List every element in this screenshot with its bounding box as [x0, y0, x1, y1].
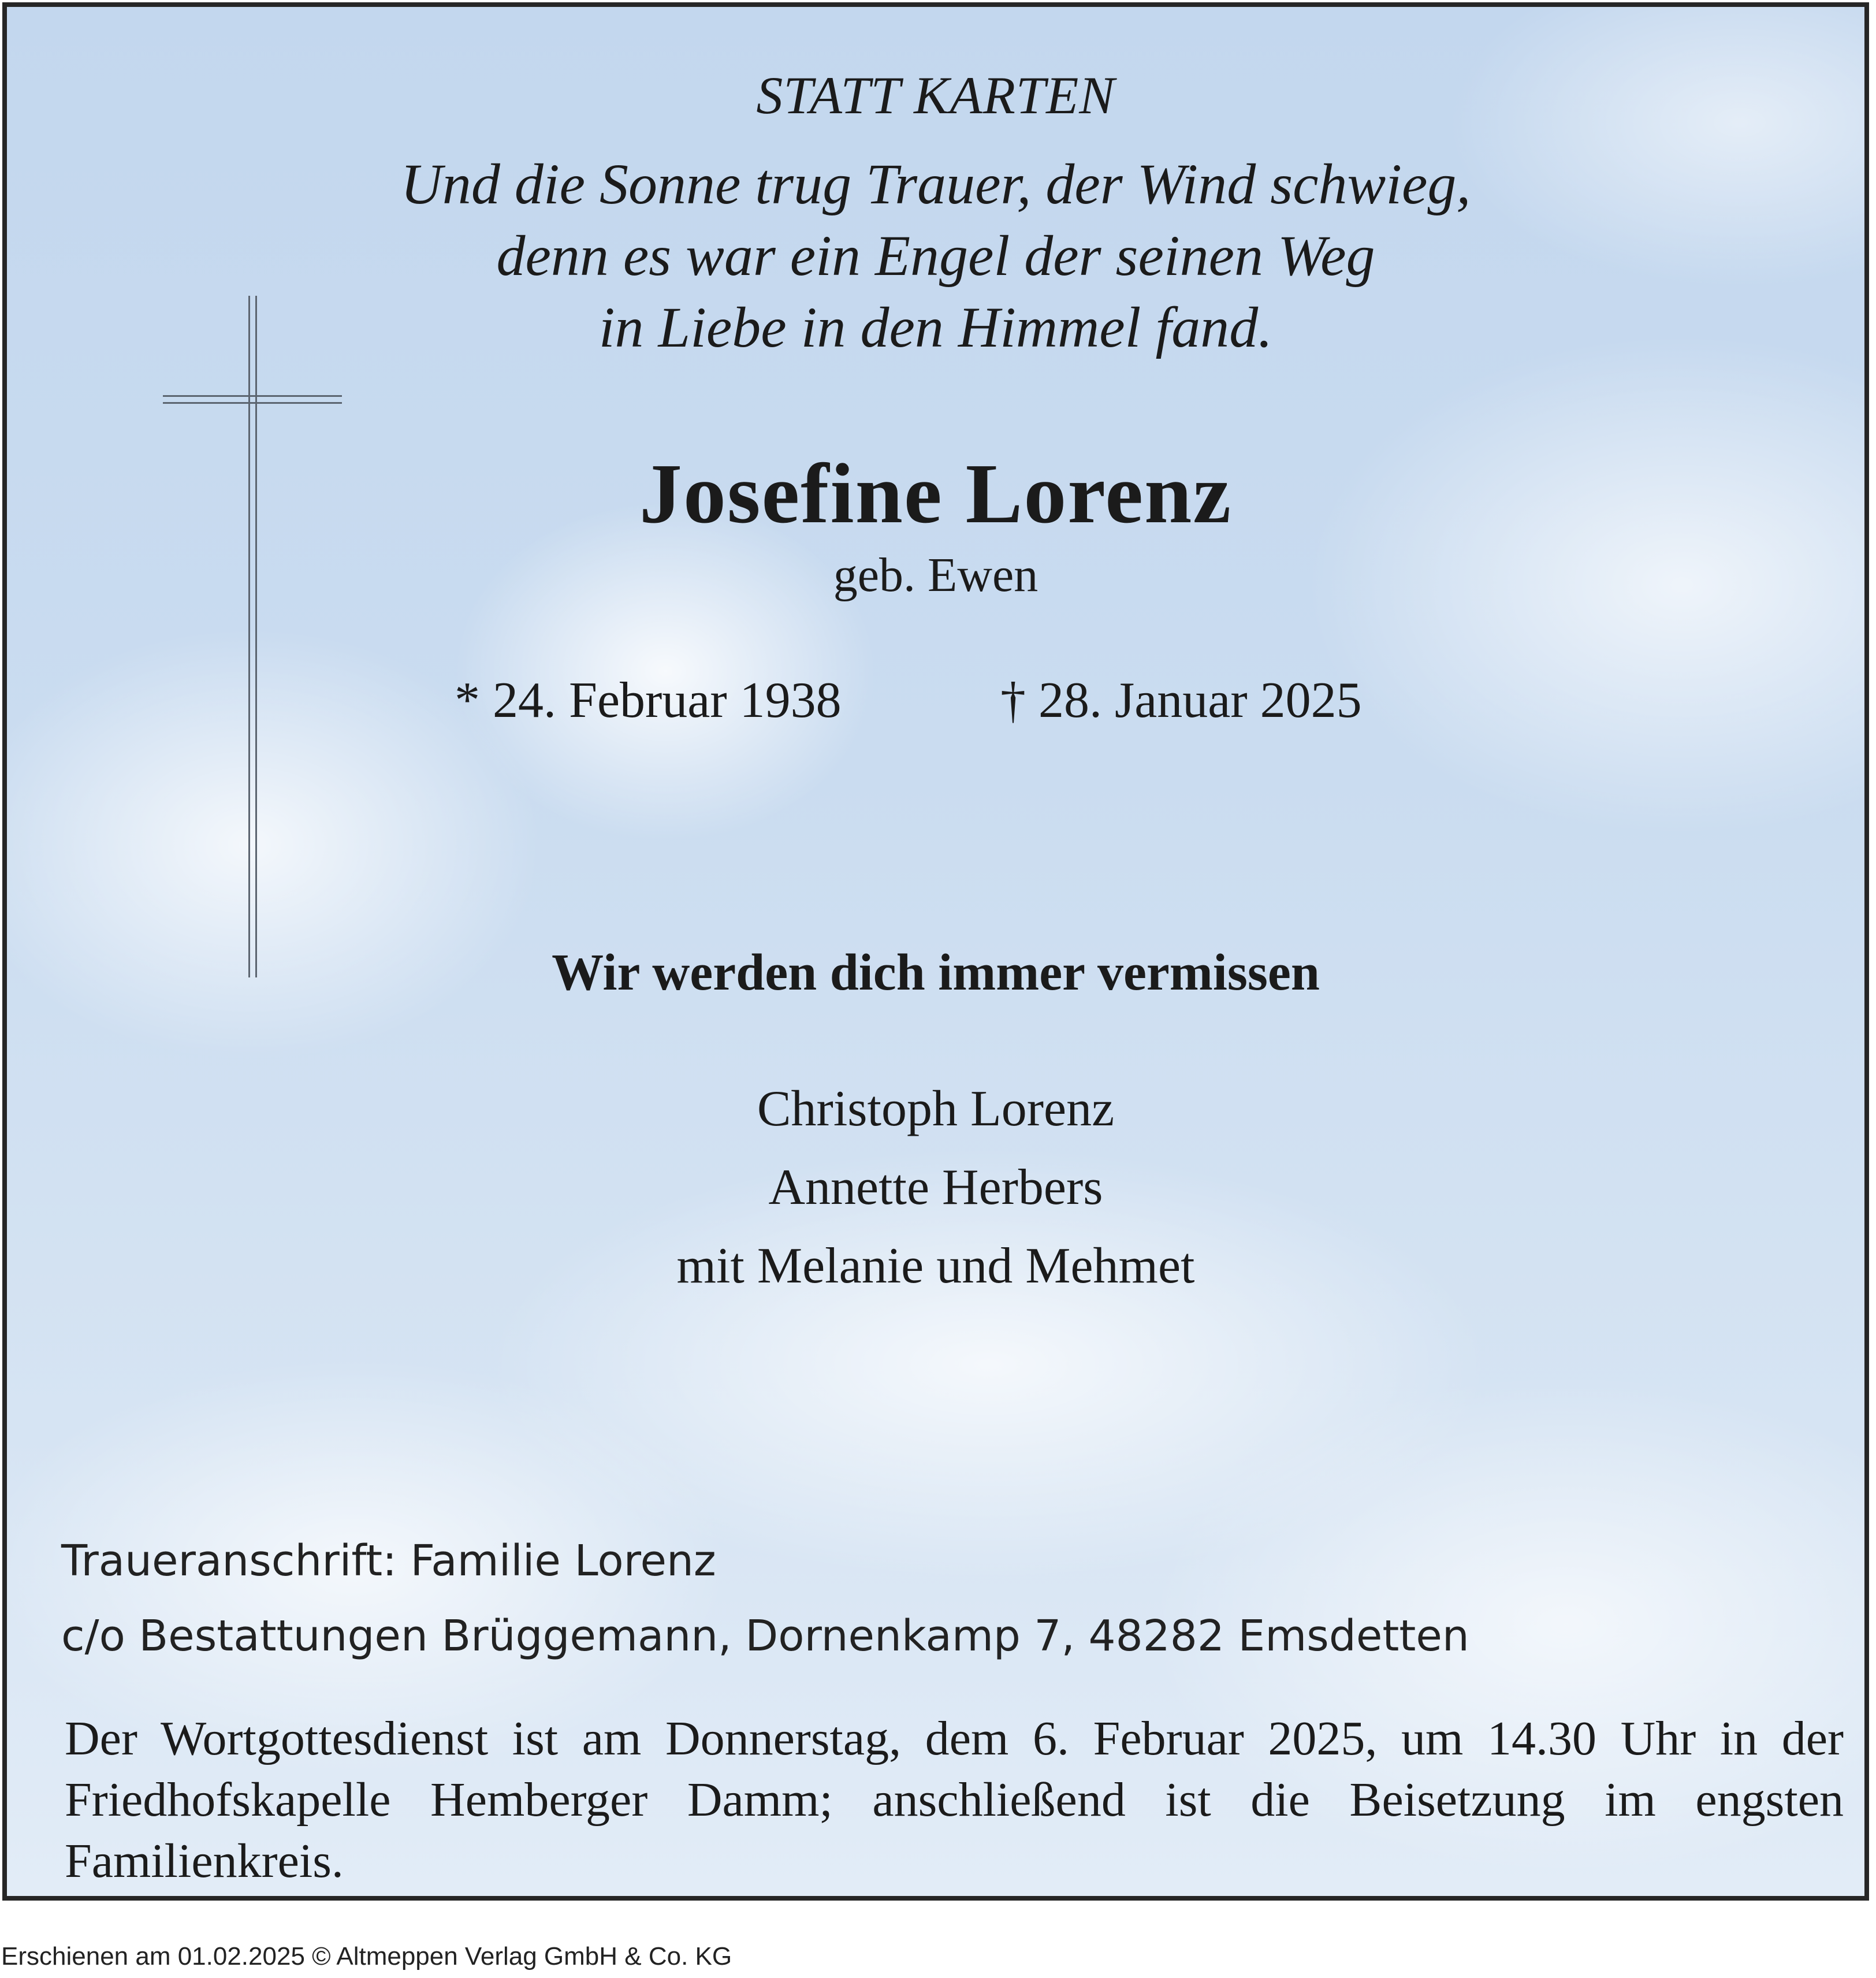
- poem-line: in Liebe in den Himmel fand.: [598, 295, 1273, 359]
- mourner-name: Annette Herbers: [768, 1159, 1103, 1215]
- mourning-address: [61, 1523, 1469, 1674]
- poem-line: denn es war ein Engel der seinen Weg: [496, 224, 1375, 288]
- obituary-card: [2, 2, 1869, 1901]
- cross-icon: [163, 296, 342, 977]
- farewell-message: Wir werden dich immer vermissen: [552, 944, 1320, 1001]
- address-line: Traueranschrift: Familie Lorenz: [61, 1536, 716, 1586]
- mourners-list: [7, 1070, 1864, 1306]
- statt-karten-heading: STATT KARTEN: [756, 66, 1115, 125]
- publication-footer: Erschienen am 01.02.2025 © Altmeppen Verlag GmbH & Co. KG: [1, 1942, 732, 1970]
- deceased-name: Josefine Lorenz: [639, 447, 1233, 541]
- birth-date: * 24. Februar 1938: [455, 672, 842, 728]
- birth-name: geb. Ewen: [833, 548, 1038, 602]
- death-date: † 28. Januar 2025: [1000, 672, 1362, 728]
- mourner-name: mit Melanie und Mehmet: [676, 1238, 1195, 1294]
- mourner-name: Christoph Lorenz: [757, 1081, 1115, 1137]
- poem-line: Und die Sonne trug Trauer, der Wind schwieg,: [400, 152, 1471, 216]
- service-info: Der Wortgottesdienst ist am Donnerstag, dem 6. Februar 2025, um 14.30 Uhr in der Friedhofskapelle Hemberger Damm; anschließend ist die Beisetzung im engsten Familienkreis.: [65, 1712, 1844, 1888]
- poem: [7, 148, 1864, 363]
- address-line: c/o Bestattungen Brüggemann, Dornenkamp 7, 48282 Emsdetten: [61, 1611, 1469, 1661]
